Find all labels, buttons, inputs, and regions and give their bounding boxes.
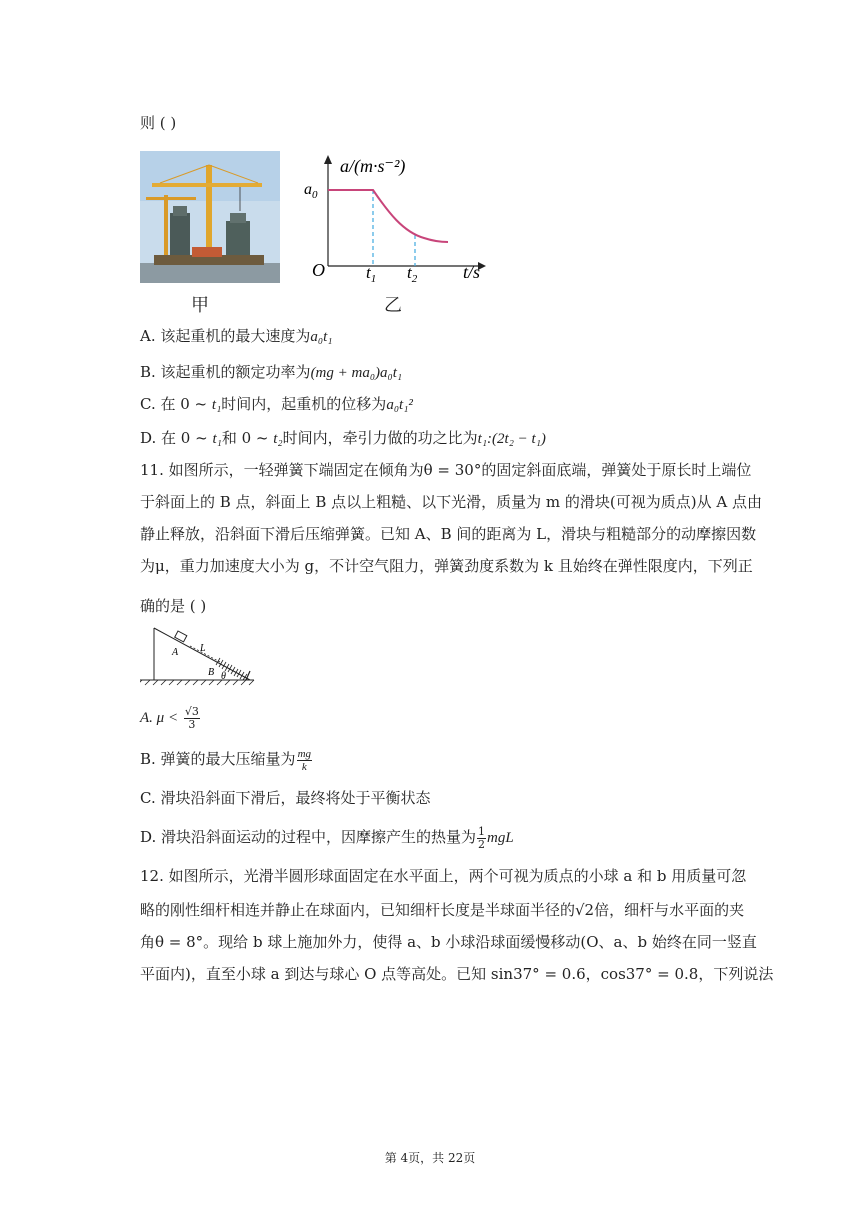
y-axis-label: a/(m·s⁻²) [340, 156, 406, 176]
q10-option-d: D. 在 0 ~ t₁和 0 ~ t₂时间内，牵引力做的功之比为t₁:(2t₂ − t₁) [140, 429, 546, 447]
q11-option-d: D. 滑块沿斜面运动的过程中，因摩擦产生的热量为 $\frac{1}{2}$ mgL [140, 824, 514, 851]
graph-caption: 乙 [384, 295, 402, 316]
q11-line-3: 静止释放，沿斜面下滑后压缩弹簧。已知 A、B 间的距离为 L，滑块与粗糙部分的动摩擦因数 [140, 525, 757, 543]
incline-label-l: L [200, 643, 206, 654]
origin-label: O [312, 260, 325, 280]
incline-label-theta: θ [221, 671, 226, 682]
q11-option-a: A. μ < $\frac{√3}{3}$ [140, 704, 199, 731]
t1-label: $t_1$ [366, 263, 377, 285]
q12-line-2: 略的刚性细杆相连并静止在球面内，已知细杆长度是半球面半径的√2倍，细杆与水平面的夹 [140, 901, 745, 919]
a0-label: $a_0$ [304, 181, 318, 201]
q10-stem-tail: 则 ( ) [140, 114, 177, 132]
q11-option-c: C. 滑块沿斜面下滑后，最终将处于平衡状态 [140, 789, 431, 807]
q11-option-b: B. 弹簧的最大压缩量为 $\frac{mg}{k}$ [140, 747, 312, 773]
q12-line-1: 12. 如图所示，光滑半圆形球面固定在水平面上，两个可视为质点的小球 a 和 b 用质量可忽 [140, 867, 747, 885]
q12-line-4: 平面内)，直至小球 a 到达与球心 O 点等高处。已知 sin37° = 0.6，cos37° = 0.8，下列说法 [140, 965, 774, 983]
incline-label-b: B [208, 667, 215, 678]
incline-label-a: A [172, 647, 179, 658]
q10-option-b: B. 该起重机的额定功率为(mg + ma₀)a₀t₁ [140, 363, 403, 381]
q12-line-3: 角θ = 8°。现给 b 球上施加外力，使得 a、b 小球沿球面缓慢移动(O、a、b 始终在同一竖直 [140, 933, 757, 951]
incline-figure [140, 624, 260, 686]
q10-option-c: C. 在 0 ~ t₁时间内，起重机的位移为a₀t₁² [140, 395, 413, 413]
y-axis-arrow [324, 155, 332, 164]
q11-line-2: 于斜面上的 B 点，斜面上 B 点以上粗糙、以下光滑，质量为 m 的滑块(可视为质点)从 A 点由 [140, 493, 762, 511]
page-footer: 第 4页，共 22页 [384, 1151, 476, 1165]
crane-caption: 甲 [191, 295, 209, 316]
acceleration-graph [300, 150, 500, 310]
x-axis-label: t/s [463, 262, 481, 282]
q10-option-a: A. 该起重机的最大速度为a₀t₁ [140, 327, 333, 345]
t2-label: $t_2$ [407, 263, 418, 285]
q11-line-5: 确的是 ( ) [140, 597, 207, 615]
acceleration-curve [328, 190, 448, 242]
q11-line-4: 为μ，重力加速度大小为 g，不计空气阻力，弹簧劲度系数为 k 且始终在弹性限度内，下列正 [140, 557, 753, 575]
q11-line-1: 11. 如图所示，一轻弹簧下端固定在倾角为θ = 30°的固定斜面底端，弹簧处于原长时上端位 [140, 461, 752, 479]
crane-photo [140, 151, 280, 283]
